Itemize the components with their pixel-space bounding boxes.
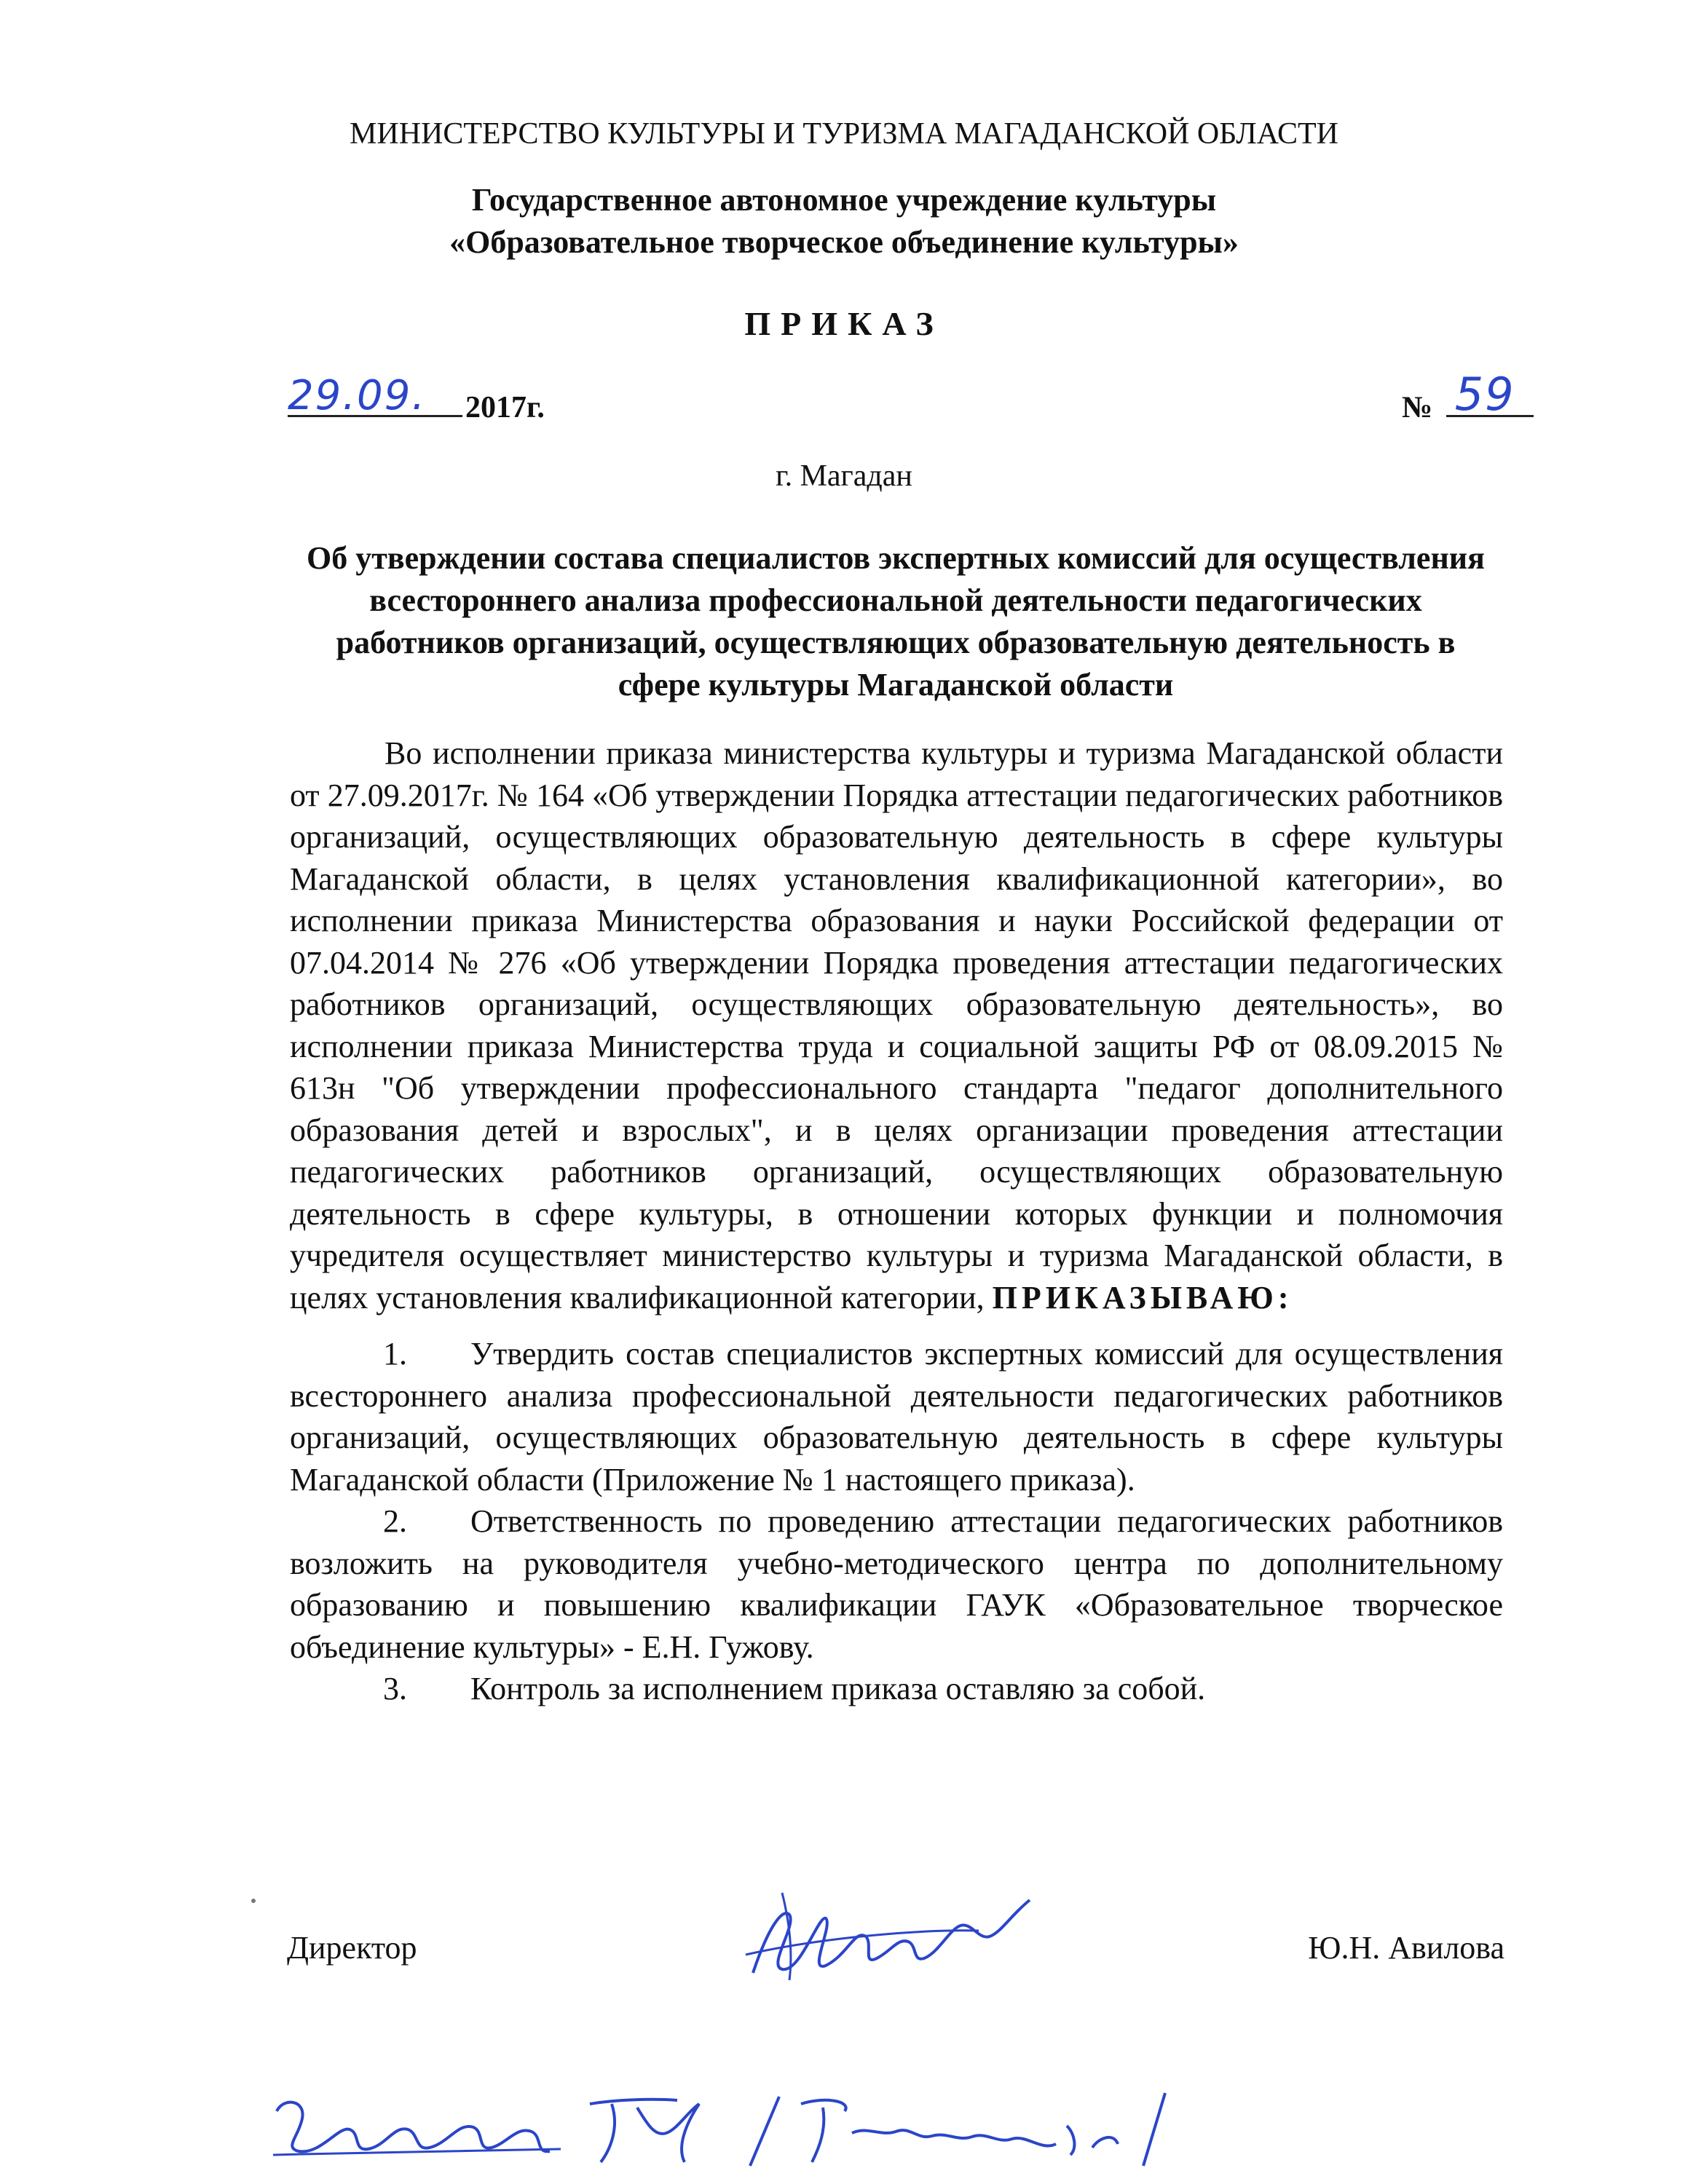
order-items [290,1333,1503,1710]
handwritten-date: 29.09. [288,372,427,419]
list-item [290,1668,1503,1710]
document-type-title: ПРИКАЗ [744,305,944,342]
item-number: 3. [383,1671,407,1706]
scan-speck [251,1899,256,1903]
order-subject: Об утверждении состава специалистов экспертных комиссий для осуществления всестороннего анализа профессиональной деятельности педагогических работников организаций, осуществляющих образовательную деятельность в сфере культуры Магаданской области [307,540,1485,703]
order-word: ПРИКАЗЫВАЮ [992,1279,1278,1315]
order-body [290,732,1503,1710]
handwritten-number: 59 [1454,368,1515,421]
item-number: 1. [383,1336,407,1372]
org-line-1: Государственное автономное учреждение культуры [471,182,1217,218]
item-text: Ответственность по проведению аттестации педагогических работников возложить на руководителя учебно-методического центра по дополнительному образованию и повышению квалификации ГАУК «Образовательное творческое объединение культуры» - Е.Н. Гужову. [290,1503,1503,1665]
date-blank [288,372,462,419]
order-date [288,372,545,425]
number-label: № [1402,391,1433,424]
signer-name: Ю.Н. Авилова [1308,1930,1504,1966]
handwritten-acknowledgement [269,2082,1216,2169]
preamble-text: Во исполнении приказа министерства культуры и туризма Магаданской области от 27.09.2017г. № 164 «Об утверждении Порядка аттестации педагогических работников организаций, осуществляющих образовательную деятельность в сфере культуры Магаданской области, в целях установления квалификационной категории», во исполнении приказа Министерства образования и науки Российской федерации от 07.04.2014 № 276 «Об утверждении Порядка проведения аттестации педагогических работников организаций, осуществляющих образовательную деятельность», во исполнении приказа Министерства труда и социальной защиты РФ от 08.09.2015 № 613н "Об утверждении профессионального стандарта "педагог дополнительного образования детей и взрослых", и в целях организации проведения аттестации педагогических работников организаций, осуществляющих образовательную деятельность в сфере культуры, в отношении которых функции и полномочия учредителя осуществляет министерство культуры и туризма Магаданской области, в целях установления квалификационной категории, [290,735,1503,1315]
item-text: Контроль за исполнением приказа оставляю за собой. [470,1671,1206,1706]
list-item [290,1500,1503,1668]
preamble-paragraph [290,732,1503,1318]
list-item [290,1333,1503,1500]
organization-name [0,179,1688,264]
org-line-2: «Образовательное творческое объединение культуры» [449,224,1239,260]
number-blank [1446,368,1534,421]
signer-position: Директор [287,1930,417,1966]
order-number [1402,368,1534,425]
ministry-name: МИНИСТЕРСТВО КУЛЬТУРЫ И ТУРИЗМА МАГАДАНСКОЙ ОБЛАСТИ [350,117,1338,151]
signature-block [287,1929,1504,2024]
item-number: 2. [383,1503,407,1539]
city: г. Магадан [776,459,912,493]
order-colon: : [1277,1279,1289,1315]
director-signature [738,1886,1044,1995]
order-year: 2017г. [465,391,545,424]
item-text: Утвердить состав специалистов экспертных комиссий для осуществления всестороннего анализа профессиональной деятельности педагогических работников организаций, осуществляющих образовательную деятельность в сфере культуры Магаданской области (Приложение № 1 настоящего приказа). [290,1336,1503,1497]
